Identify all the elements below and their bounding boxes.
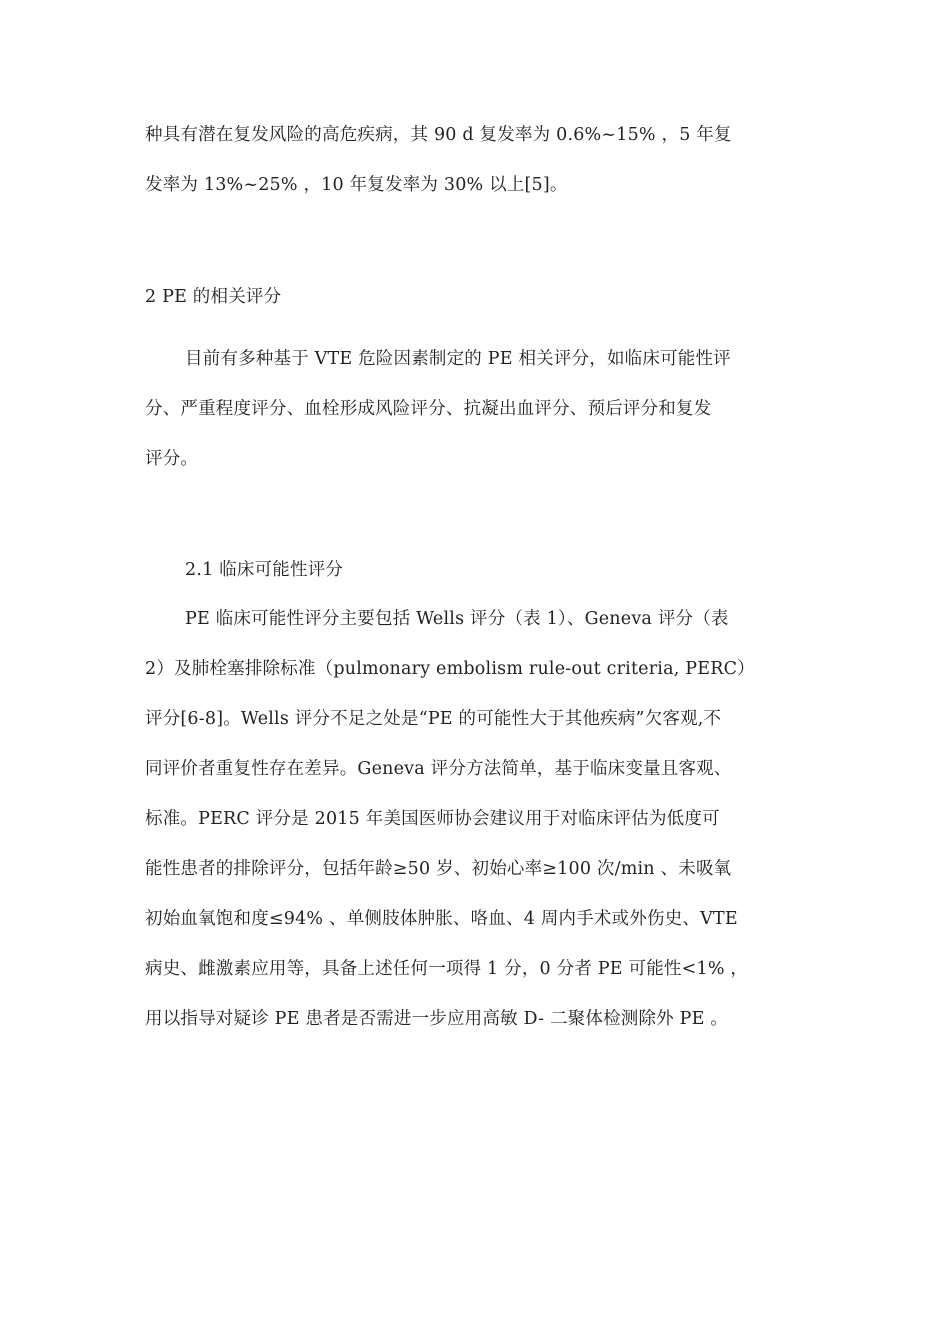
section-line-2: 分、严重程度评分、血栓形成风险评分、抗凝出血评分、预后评分和复发 bbox=[145, 399, 712, 419]
subsection-line-1: PE 临床可能性评分主要包括 Wells 评分（表 1）、Geneva 评分（表 bbox=[185, 609, 729, 629]
intro-line-2: 发率为 13%~25% ，10 年复发率为 30% 以上[5]。 bbox=[145, 175, 568, 195]
subsection-line-4: 同评价者重复性存在差异。Geneva 评分方法简单，基于临床变量且客观、 bbox=[145, 759, 732, 779]
section-line-3: 评分。 bbox=[145, 449, 199, 469]
subsection-line-6: 能性患者的排除评分，包括年龄≥50 岁、初始心率≥100 次/min 、未吸氧 bbox=[145, 859, 732, 879]
intro-line-1: 种具有潜在复发风险的高危疾病，其 90 d 复发率为 0.6%~15% ，5 年复 bbox=[145, 125, 732, 145]
subsection-line-7: 初始血氧饱和度≤94% 、单侧肢体肿胀、咯血、4 周内手术或外伤史、VTE bbox=[145, 909, 738, 929]
subsection-line-9: 用以指导对疑诊 PE 患者是否需进一步应用高敏 D- 二聚体检测除外 PE 。 bbox=[145, 1009, 729, 1029]
subsection-heading: 2.1 临床可能性评分 bbox=[185, 560, 344, 580]
subsection-line-2: 2）及肺栓塞排除标准（pulmonary embolism rule-out criteria, PERC） bbox=[145, 659, 755, 679]
subsection-line-8: 病史、雌激素应用等，具备上述任何一项得 1 分，0 分者 PE 可能性<1% ， bbox=[145, 959, 749, 979]
subsection-line-5: 标准。PERC 评分是 2015 年美国医师协会建议用于对临床评估为低度可 bbox=[145, 809, 720, 829]
section-heading: 2 PE 的相关评分 bbox=[145, 287, 282, 307]
subsection-line-3: 评分[6-8]。Wells 评分不足之处是“PE 的可能性大于其他疾病”欠客观,不 bbox=[145, 709, 722, 729]
section-line-1: 目前有多种基于 VTE 危险因素制定的 PE 相关评分，如临床可能性评 bbox=[185, 349, 731, 369]
